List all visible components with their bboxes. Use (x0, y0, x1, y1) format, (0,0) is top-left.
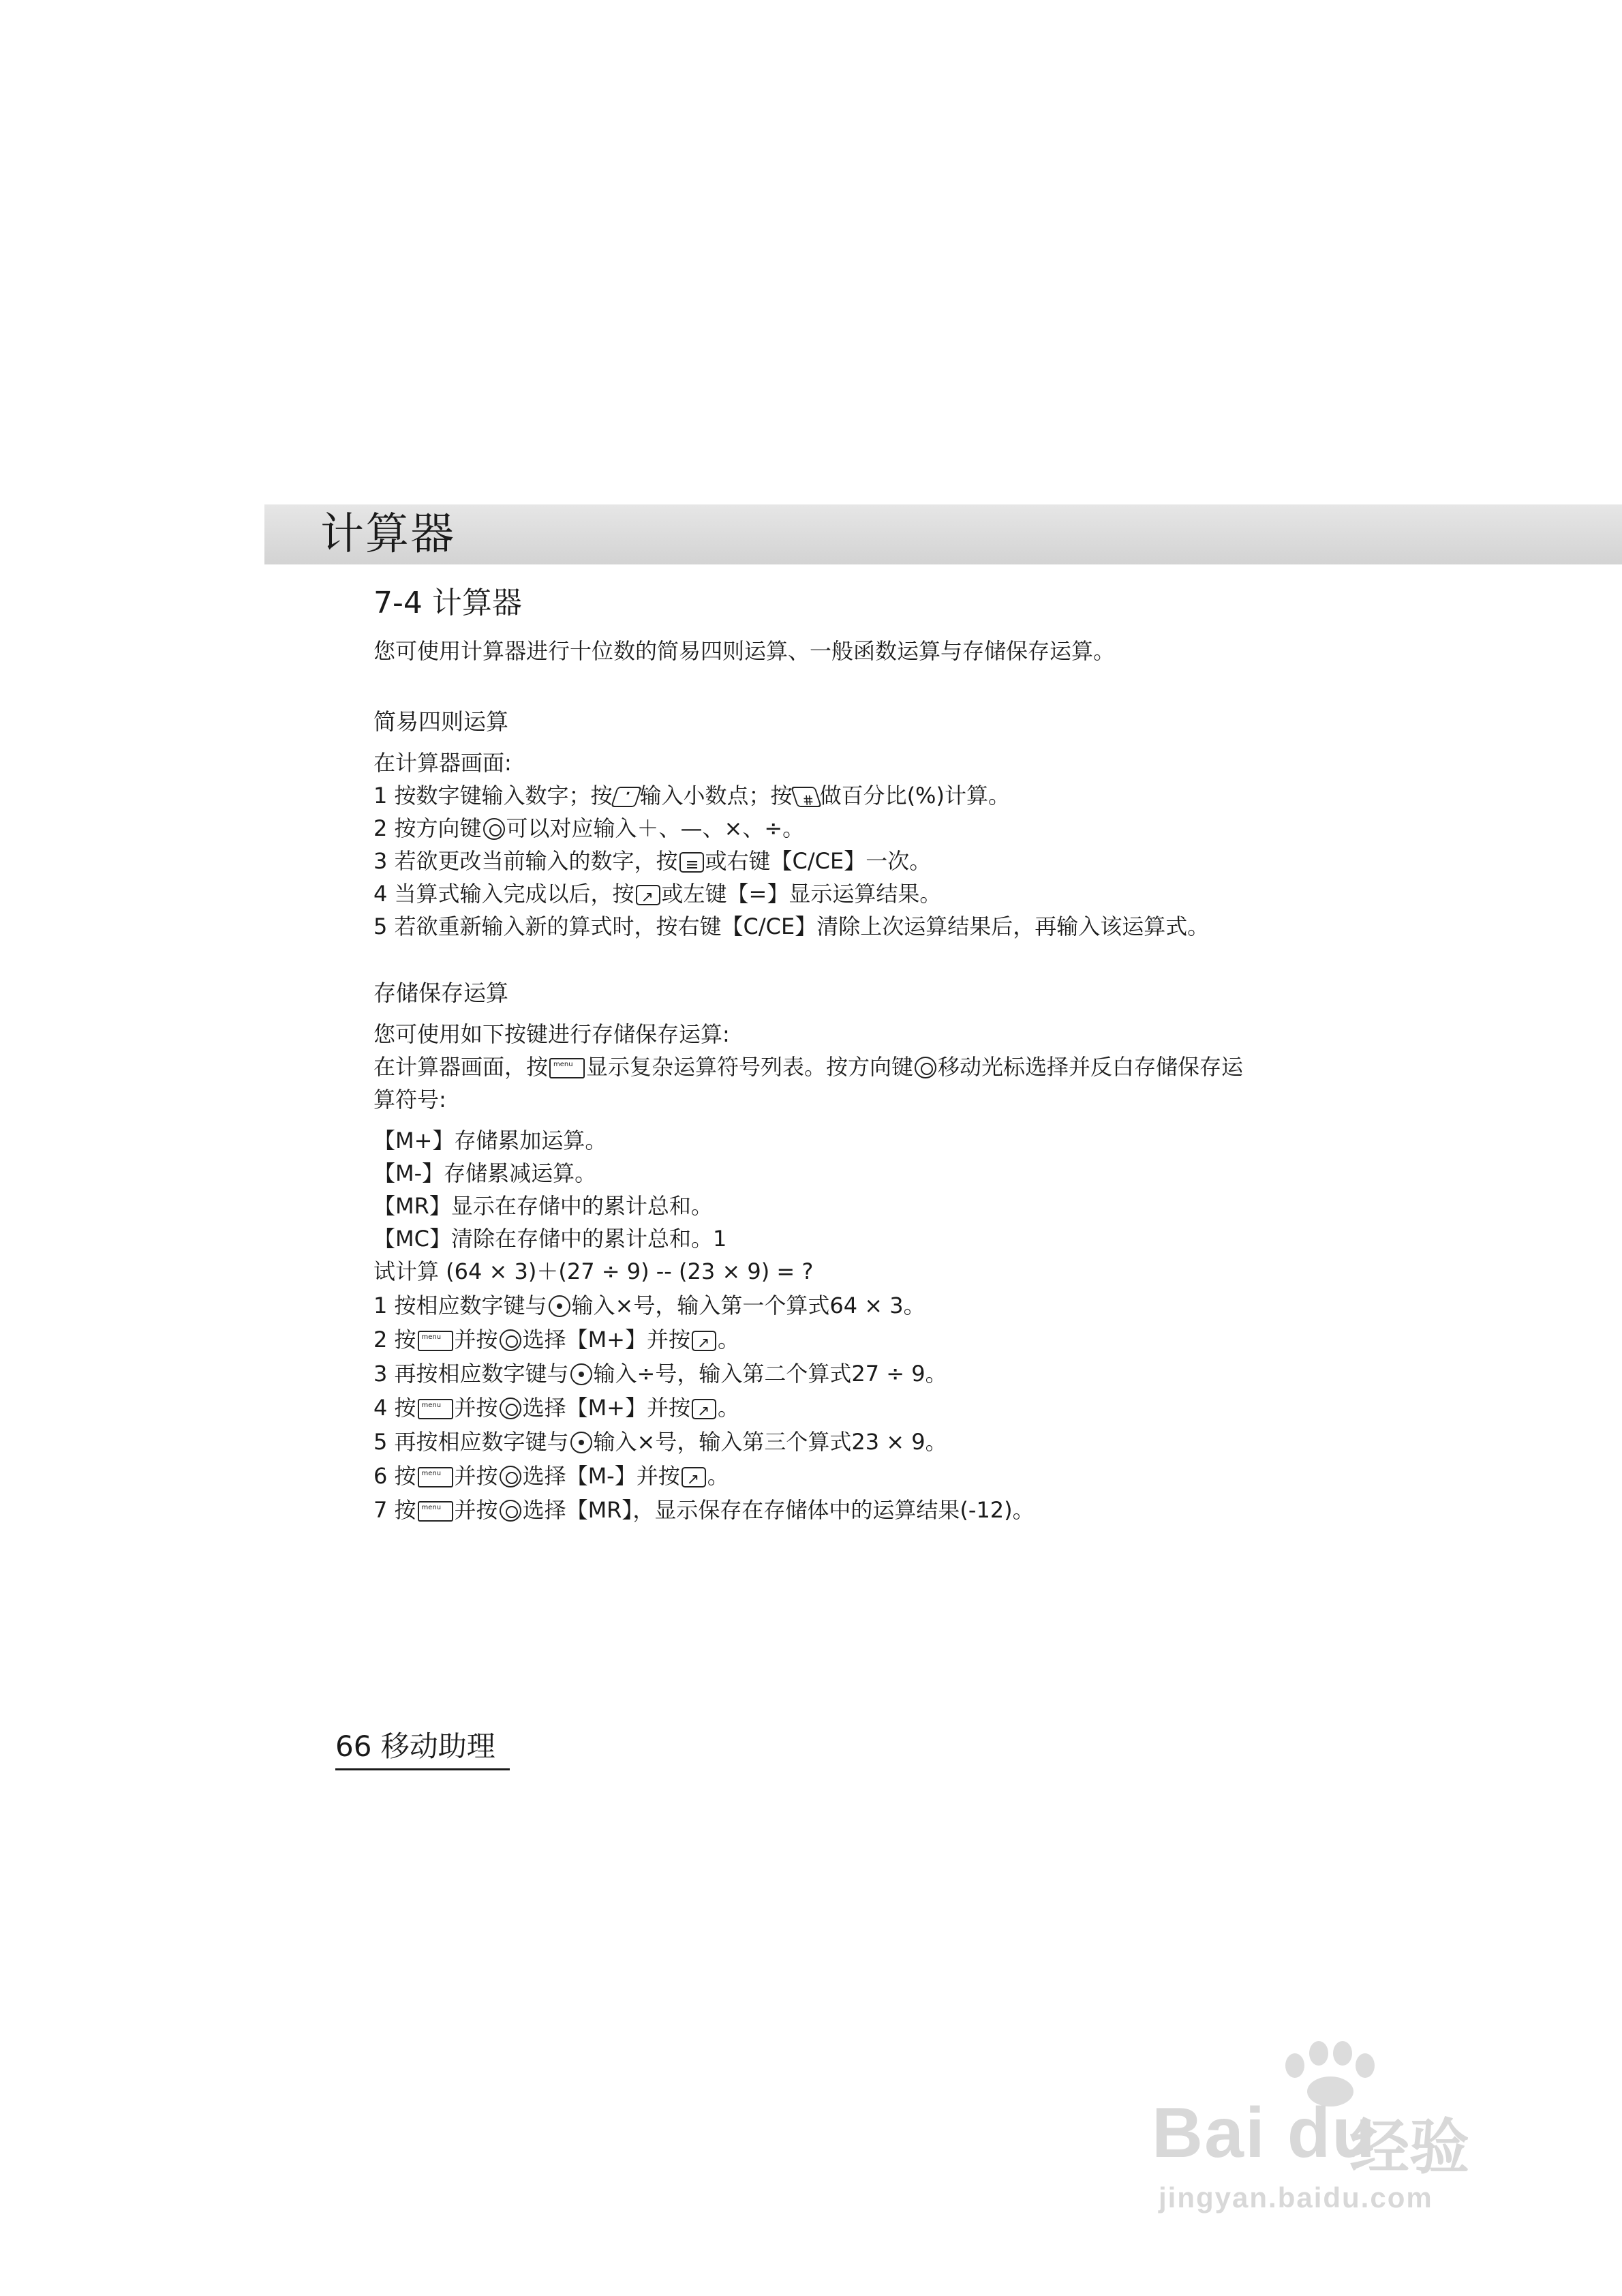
simple-item-4-text-b: 或左键【=】显示运算结果。 (661, 881, 942, 907)
nav-key-icon (500, 1398, 521, 1419)
simple-item-2 (373, 813, 804, 844)
memory-step-5 (373, 1426, 947, 1457)
send-key-icon (692, 1399, 716, 1419)
memory-step-2-text-b: 并按 (454, 1327, 498, 1353)
nav-key-icon (500, 1329, 521, 1351)
page-footer: 66 移动助理 (335, 1729, 495, 1763)
intro-text: 您可使用计算器进行十位数的简易四则运算、一般函数运算与存储保存运算。 (373, 638, 1116, 664)
memory-step-6-text-c: 选择【M-】并按 (522, 1463, 680, 1489)
simple-item-1 (373, 780, 1010, 811)
memory-step-6 (373, 1460, 729, 1492)
memory-def-mminus: 【M-】存储累减运算。 (373, 1160, 597, 1186)
simple-item-3-text-b: 或右键【C/CE】一次。 (705, 848, 932, 874)
memory-step-1-text-a: 1 按相应数字键与 (373, 1293, 547, 1318)
send-key-icon (692, 1331, 716, 1351)
memory-step-3-text-a: 3 再按相应数字键与 (373, 1361, 569, 1387)
send-key-icon (682, 1467, 706, 1487)
nav-key-icon (915, 1057, 936, 1078)
memory-lead-2-text-c: 移动光标选择并反白存储保存运 (938, 1054, 1244, 1080)
simple-item-3-text-a: 3 若欲更改当前输入的数字，按 (373, 848, 678, 874)
memory-def-mr: 【MR】显示在存储中的累计总和。 (373, 1193, 713, 1219)
section-title: 7-4 计算器 (373, 586, 522, 620)
memory-step-5-text-a: 5 再按相应数字键与 (373, 1429, 569, 1455)
nav-key-icon (483, 818, 505, 840)
memory-step-6-text-b: 并按 (454, 1463, 498, 1489)
simple-item-1-text-b: 输入小数点；按 (639, 783, 793, 809)
nav-key-icon (500, 1500, 521, 1522)
memory-def-mc: 【MC】清除在存储中的累计总和。1 (373, 1226, 727, 1252)
nav-key-icon (500, 1466, 521, 1487)
simple-item-2-text-a: 2 按方向键 (373, 815, 482, 841)
simple-heading: 简易四则运算 (373, 708, 508, 735)
memory-step-6-text-d: 。 (707, 1463, 729, 1489)
header-band (264, 504, 1622, 564)
ok-key-icon (570, 1432, 592, 1453)
ok-key-icon (570, 1363, 592, 1385)
memory-step-1-text-b: 输入×号，输入第一个算式64 × 3。 (571, 1293, 925, 1318)
menu-key-icon (418, 1331, 453, 1351)
watermark-url: jingyan.baidu.com (1159, 2181, 1433, 2214)
simple-item-3 (373, 845, 931, 877)
simple-item-5: 5 若欲重新输入新的算式时，按右键【C/CE】清除上次运算结果后，再输入该运算式。 (373, 913, 1210, 939)
memory-step-4-text-c: 选择【M+】并按 (522, 1395, 690, 1421)
memory-example: 试计算 (64 × 3)＋(27 ÷ 9) -- (23 × 9) = ? (373, 1258, 814, 1284)
menu-key-icon (418, 1501, 453, 1522)
memory-step-1 (373, 1290, 925, 1321)
memory-def-mplus: 【M+】存储累加运算。 (373, 1128, 607, 1153)
memory-step-4 (373, 1392, 739, 1423)
footer-underline (335, 1768, 510, 1770)
simple-lead: 在计算器画面: (373, 750, 512, 776)
memory-step-3 (373, 1358, 947, 1389)
memory-step-2-text-a: 2 按 (373, 1327, 416, 1353)
simple-item-4 (373, 878, 941, 909)
memory-step-5-text-b: 输入×号，输入第三个算式23 × 9。 (593, 1429, 947, 1455)
memory-step-2-text-c: 选择【M+】并按 (522, 1327, 690, 1353)
watermark-brand: Bai du (1152, 2094, 1377, 2173)
menu-key-icon (418, 1467, 453, 1487)
memory-step-7-text-a: 7 按 (373, 1497, 416, 1523)
memory-lead-2-text-b: 显示复杂运算符号列表。按方向键 (586, 1054, 914, 1080)
memory-lead-2-text-a: 在计算器画面，按 (373, 1054, 549, 1080)
memory-step-4-text-a: 4 按 (373, 1395, 416, 1421)
menu-key-icon (418, 1399, 453, 1419)
memory-step-3-text-b: 输入÷号，输入第二个算式27 ÷ 9。 (593, 1361, 947, 1387)
memory-step-2-text-d: 。 (718, 1327, 740, 1353)
simple-item-1-text-a: 1 按数字键输入数字；按 (373, 783, 613, 809)
memory-step-4-text-b: 并按 (454, 1395, 498, 1421)
menu-key-icon (549, 1058, 585, 1078)
memory-step-4-text-d: 。 (718, 1395, 740, 1421)
simple-item-1-text-c: 做百分比(%)计算。 (819, 783, 1010, 809)
dot-key-icon (611, 787, 642, 807)
memory-lead-2 (373, 1051, 1243, 1083)
memory-step-2 (373, 1324, 739, 1355)
page-title: 计算器 (320, 509, 455, 560)
send-key-icon (636, 885, 660, 905)
memory-step-7-text-b: 并按 (454, 1497, 498, 1523)
memory-heading: 存储保存运算 (373, 980, 508, 1006)
simple-item-4-text-a: 4 当算式输入完成以后，按 (373, 881, 634, 907)
hash-key-icon (791, 787, 822, 807)
memory-lead-1: 您可使用如下按键进行存储保存运算: (373, 1021, 730, 1047)
memory-step-7 (373, 1494, 1035, 1526)
clear-key-icon (679, 852, 704, 873)
memory-lead-3: 算符号: (373, 1087, 446, 1113)
ok-key-icon (549, 1295, 570, 1317)
simple-item-2-text-b: 可以对应输入＋、—、×、÷。 (506, 815, 805, 841)
memory-step-6-text-a: 6 按 (373, 1463, 416, 1489)
watermark-cn: 经验 (1349, 2113, 1470, 2181)
memory-step-7-text-c: 选择【MR】，显示保存在存储体中的运算结果(-12)。 (522, 1497, 1035, 1523)
baidu-watermark (1145, 2038, 1527, 2243)
